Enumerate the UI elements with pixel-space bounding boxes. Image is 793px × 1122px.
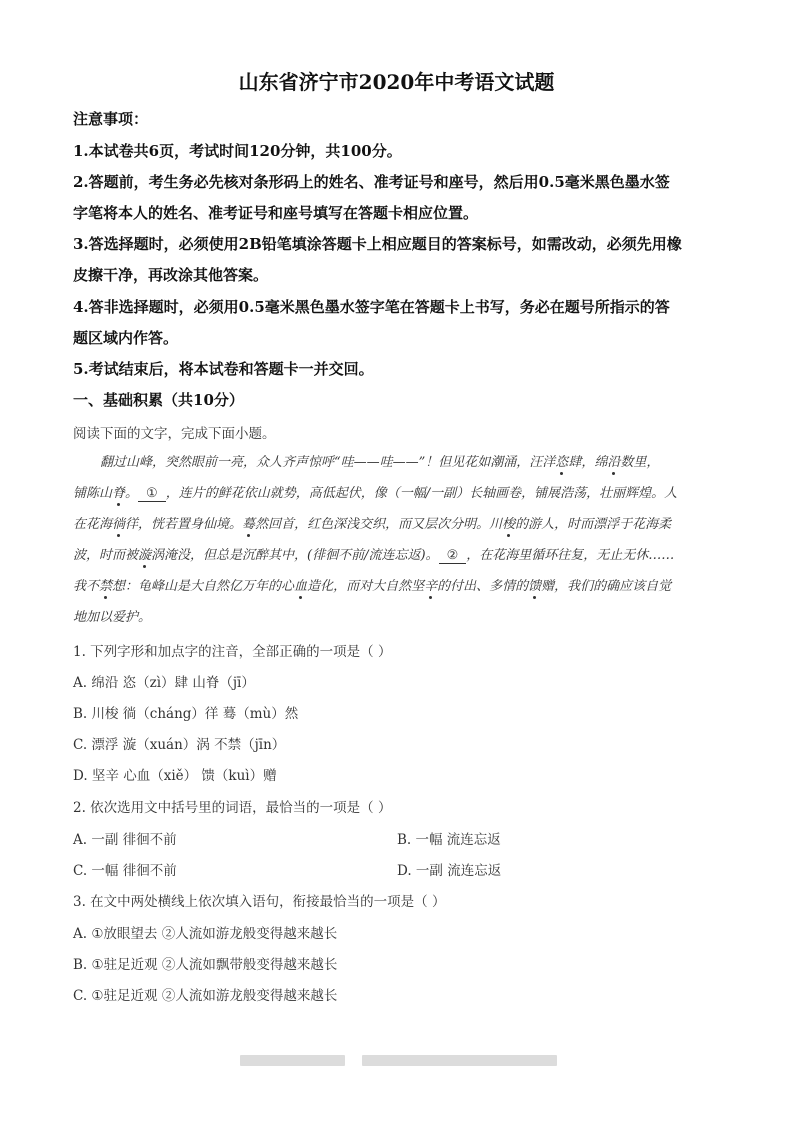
blank-2: ② — [439, 548, 467, 564]
q1-option-a: A. 绵沿 恣（zì）肆 山脊（jī） — [73, 675, 255, 691]
passage-line-3: 在花海徜徉，恍若置身仙境。蓦然回首，红色深浅交织，而又层次分明。川梭的游人，时而漂浮于花海柔 — [73, 517, 672, 532]
q3-option-c: C. ①驻足近观 ②人流如游龙般变得越来越长 — [73, 988, 338, 1004]
passage-line-1: 翻过山峰，突然眼前一亮，众人齐声惊呼“哇——哇——”！但见花如潮涌，汪洋恣肆，绵沿数里， — [100, 455, 660, 470]
dotted-char: 辛 — [424, 579, 438, 594]
dotted-char: 禁 — [99, 579, 113, 594]
notes-heading: 注意事项： — [73, 110, 149, 128]
dotted-char: 恣 — [555, 455, 569, 470]
blurred-footer-segment — [362, 1055, 557, 1066]
note-line-2a: 2.答题前，考生务必先核对条形码上的姓名、准考证号和座号，然后用0.5毫米黑色墨水签 — [73, 173, 670, 191]
q3-stem: 3. 在文中两处横线上依次填入语句，衔接最恰当的一项是（ ） — [73, 894, 446, 910]
q1-option-b: B. 川梭 徜（cháng）徉 蓦（mù）然 — [73, 706, 299, 722]
dotted-char: 徜 — [112, 517, 126, 532]
dotted-char: 脊 — [112, 486, 126, 501]
note-line-3b: 皮擦干净，再改涂其他答案。 — [73, 266, 269, 284]
section-heading: 一、基础积累（共10分） — [73, 391, 244, 409]
dotted-char: 蓦 — [242, 517, 256, 532]
q3-option-b: B. ①驻足近观 ②人流如飘带般变得越来越长 — [73, 957, 338, 973]
q2-stem: 2. 依次选用文中括号里的词语，最恰当的一项是（ ） — [73, 800, 392, 816]
note-line-4a: 4.答非选择题时，必须用0.5毫米黑色墨水签字笔在答题卡上书写，务必在题号所指示的答 — [73, 298, 670, 316]
q2-option-c: C. 一幅 徘徊不前 — [73, 863, 177, 879]
dotted-char: 血 — [294, 579, 308, 594]
dotted-char: 漩 — [138, 548, 152, 563]
note-line-3a: 3.答选择题时，必须使用2B铅笔填涂答题卡上相应题目的答案标号，如需改动，必须先用橡 — [73, 235, 682, 253]
dotted-char: 馈 — [528, 579, 542, 594]
blank-1: ① — [138, 486, 166, 502]
note-line-5: 5.考试结束后，将本试卷和答题卡一并交回。 — [73, 360, 374, 378]
reading-instruction: 阅读下面的文字，完成下面小题。 — [73, 426, 276, 442]
q2-option-a: A. 一副 徘徊不前 — [73, 832, 177, 848]
q3-option-a: A. ①放眼望去 ②人流如游龙般变得越来越长 — [73, 926, 338, 942]
passage-line-5: 我不禁想：龟峰山是大自然亿万年的心血造化，而对大自然坚辛的付出、多情的馈赠，我们的确应该自觉 — [73, 579, 672, 594]
note-line-2b: 字笔将本人的姓名、准考证号和座号填写在答题卡相应位置。 — [73, 204, 479, 222]
q2-option-b: B. 一幅 流连忘返 — [397, 832, 501, 848]
passage-line-4: 波，时而被漩涡淹没，但总是沉醉其中，(徘徊不前/流连忘返)。 ② ，在花海里循环往复，无止无休…… — [73, 548, 675, 563]
note-line-4b: 题区域内作答。 — [73, 329, 179, 347]
blurred-footer-segment — [240, 1055, 345, 1066]
q1-option-d: D. 坚辛 心血（xiě） 馈（kuì）赠 — [73, 768, 277, 784]
q2-option-d: D. 一副 流连忘返 — [397, 863, 502, 879]
page-title: 山东省济宁市2020年中考语文试题 — [238, 70, 555, 94]
q1-stem: 1. 下列字形和加点字的注音，全部正确的一项是（ ） — [73, 644, 392, 660]
q1-option-c: C. 漂浮 漩（xuán）涡 不禁（jīn） — [73, 737, 286, 753]
dotted-char: 梭 — [502, 517, 516, 532]
note-line-1: 1.本试卷共6页，考试时间120分钟，共100分。 — [73, 142, 402, 160]
dotted-char: 沿 — [607, 455, 621, 470]
passage-line-2: 铺陈山脊。 ① ，连片的鲜花依山就势，高低起伏，像（一幅/一副）长轴画卷，铺展浩荡，壮丽辉煌。人 — [73, 486, 678, 501]
passage-line-6: 地加以爱护。 — [73, 610, 152, 625]
